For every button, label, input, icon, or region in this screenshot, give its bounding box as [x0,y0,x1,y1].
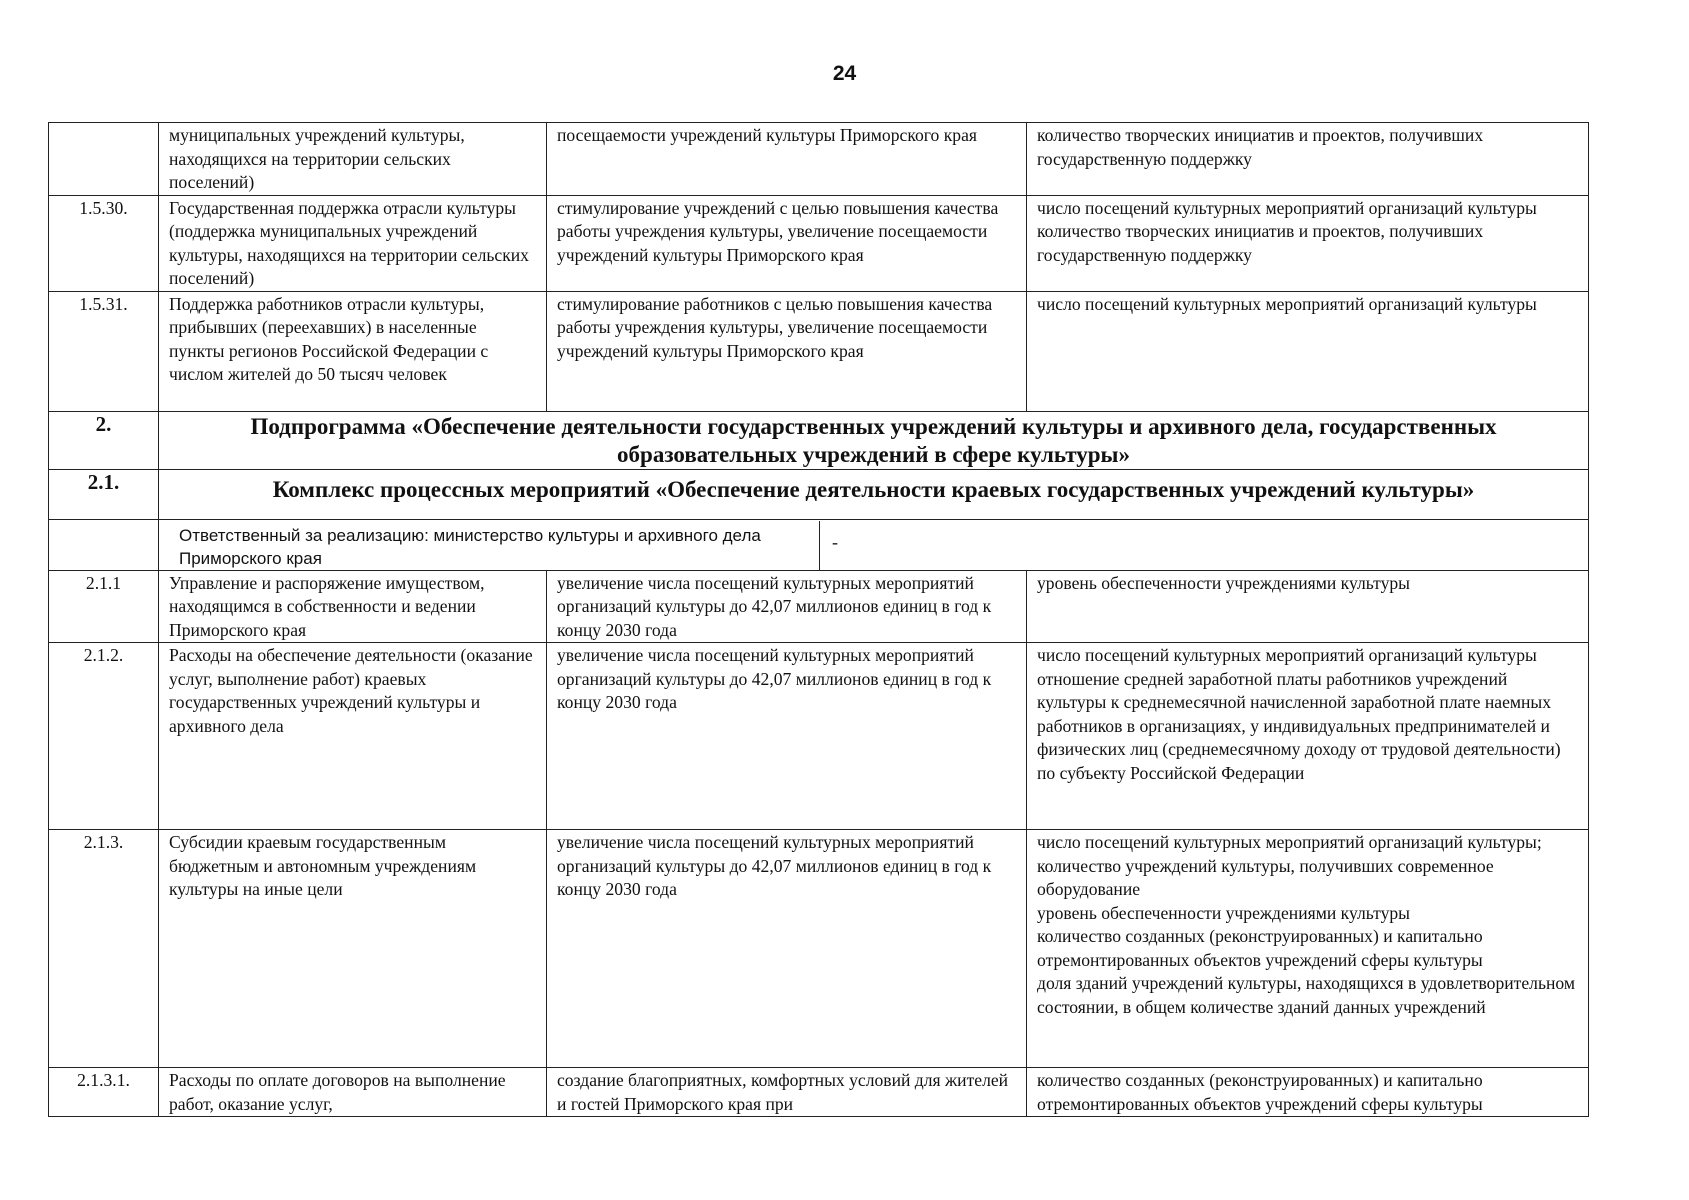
responsible-cell [159,519,1589,570]
indicator-item: количество созданных (реконструированных) и капитально отремонтированных объектов учреждений сферы культуры [1037,1070,1483,1114]
row-number [49,123,159,196]
measure-name: Поддержка работников отрасли культуры, прибывших (переехавших) в населенные пункты регионов Российской Федерации с числом жителей до 50 тысяч человек [159,291,547,411]
indicator-item: количество творческих инициатив и проектов, получивших государственную поддержку [1037,125,1484,169]
row-number: 2.1.2. [49,643,159,830]
page-number: 24 [832,62,857,85]
row-number: 2.1.3.1. [49,1068,159,1117]
table-row [49,195,1589,291]
measure-indicators [1027,1068,1589,1117]
indicator-item: количество учреждений культуры, получивших современное оборудование [1037,855,1494,899]
measure-effect: посещаемости учреждений культуры Приморского края [547,123,1027,196]
measure-effect: увеличение числа посещений культурных мероприятий организаций культуры до 42,07 миллионов единиц в год к концу 2030 года [547,570,1027,643]
measure-name: Расходы по оплате договоров на выполнение работ, оказание услуг, [159,1068,547,1117]
measure-indicators [1027,195,1589,291]
indicator-item: отношение средней заработной платы работников учреждений культуры к среднемесячной начисленной заработной плате наемных работников в организациях, у индивидуальных предпринимателей и физических лиц (среднемесячному доходу от трудовой деятельности) по субъекту Российской Федерации [1037,668,1561,783]
measure-effect: увеличение числа посещений культурных мероприятий организаций культуры до 42,07 миллионов единиц в год к концу 2030 года [547,643,1027,830]
measure-name: муниципальных учреждений культуры, находящихся на территории сельских поселений) [159,123,547,196]
table-row [49,830,1589,1068]
complex-row [49,469,1589,519]
empty-cell [49,519,159,570]
indicator-item: количество созданных (реконструированных) и капитально отремонтированных объектов учреждений сферы культуры [1037,926,1483,970]
row-number: 1.5.31. [49,291,159,411]
measure-effect: увеличение числа посещений культурных мероприятий организаций культуры до 42,07 миллионов единиц в год к концу 2030 года [547,830,1027,1068]
responsible-row [49,519,1589,570]
row-number: 2.1.1 [49,570,159,643]
indicator-item: уровень обеспеченности учреждениями культуры [1037,902,1410,923]
measure-indicators [1027,123,1589,196]
subprogram-title: Подпрограмма «Обеспечение деятельности государственных учреждений культуры и архивного дела, государственных образовательных учреждений в сфере культуры» [159,411,1589,469]
indicator-item: количество творческих инициатив и проектов, получивших государственную поддержку [1037,221,1484,265]
indicator-item: доля зданий учреждений культуры, находящихся в удовлетворительном состоянии, в общем количестве зданий данных учреждений [1037,973,1575,1017]
measure-indicators [1027,643,1589,830]
responsible-label: Ответственный за реализацию: министерство культуры и архивного дела Приморского края [169,521,820,570]
indicator-item: число посещений культурных мероприятий организаций культуры [1037,293,1537,314]
measure-effect: стимулирование учреждений с целью повышения качества работы учреждения культуры, увеличение посещаемости учреждений культуры Приморского края [547,195,1027,291]
table-row [49,570,1589,643]
table-row [49,123,1589,196]
measure-effect: создание благоприятных, комфортных условий для жителей и гостей Приморского края при [547,1068,1027,1117]
table-row [49,1068,1589,1117]
measure-indicators [1027,830,1589,1068]
table-row [49,643,1589,830]
complex-number: 2.1. [49,469,159,519]
program-table [48,122,1589,1117]
indicator-item: число посещений культурных мероприятий организаций культуры; [1037,832,1542,852]
measure-name: Государственная поддержка отрасли культуры (поддержка муниципальных учреждений культуры, находящихся на территории сельских поселений) [159,195,547,291]
indicator-item: уровень обеспеченности учреждениями культуры [1037,572,1410,593]
measure-name: Управление и распоряжение имуществом, находящимся в собственности и ведении Приморского края [159,570,547,643]
row-number: 2.1.3. [49,830,159,1068]
complex-title: Комплекс процессных мероприятий «Обеспечение деятельности краевых государственных учреждений культуры» [159,469,1589,519]
subprogram-row [49,411,1589,469]
row-number: 1.5.30. [49,195,159,291]
responsible-value: - [832,531,838,552]
table-row [49,291,1589,411]
measure-effect: стимулирование работников с целью повышения качества работы учреждения культуры, увеличение посещаемости учреждений культуры Приморского края [547,291,1027,411]
indicator-item: число посещений культурных мероприятий организаций культуры [1037,645,1537,665]
measure-name: Расходы на обеспечение деятельности (оказание услуг, выполнение работ) краевых государственных учреждений культуры и архивного дела [159,643,547,830]
measure-indicators [1027,570,1589,643]
subprogram-number: 2. [49,411,159,469]
indicator-item: число посещений культурных мероприятий организаций культуры [1037,197,1537,218]
measure-indicators [1027,291,1589,411]
measure-name: Субсидии краевым государственным бюджетным и автономным учреждениям культуры на иные цели [159,830,547,1068]
